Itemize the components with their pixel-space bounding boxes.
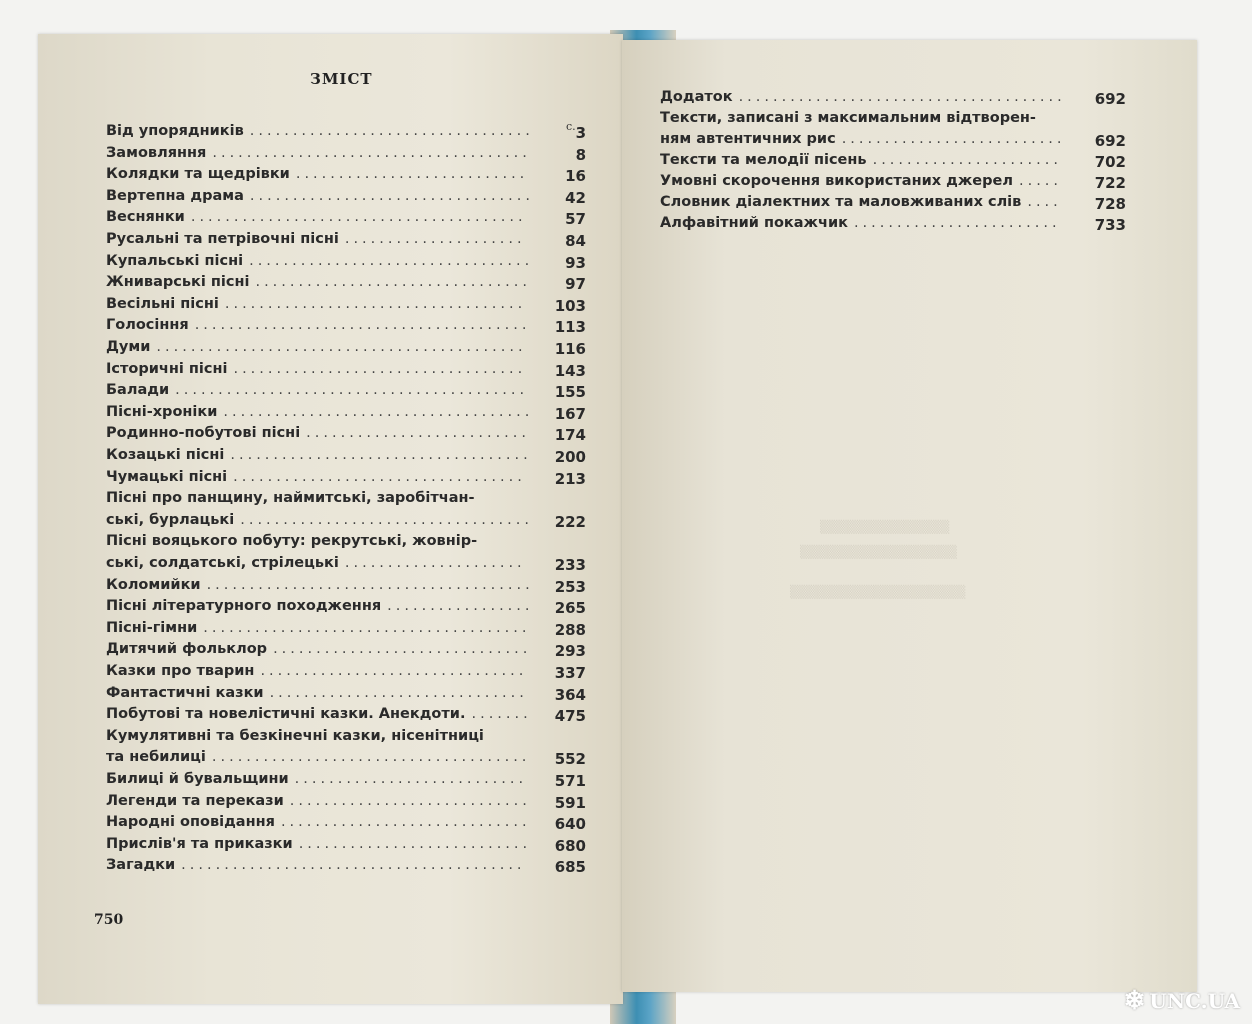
toc-leader-dots: ................................. xyxy=(249,187,534,204)
toc-entry-title: Кумулятивні та безкінечні казки, нісенітниці xyxy=(106,727,484,744)
toc-entry-title: Алфавітний покажчик xyxy=(660,215,848,231)
toc-entry-page: 103 xyxy=(554,296,586,315)
toc-entry xyxy=(106,403,533,421)
toc-entry-title: Веснянки xyxy=(106,209,185,226)
toc-entry xyxy=(660,214,1061,232)
toc-entry xyxy=(106,640,531,658)
show-through-text: ▒▒▒▒▒▒▒▒▒▒▒▒▒▒ xyxy=(820,520,950,534)
toc-entry-title: Історичні пісні xyxy=(106,360,228,377)
toc-entry-title: Пісні вояцького побуту: рекрутські, жовнір- xyxy=(106,533,478,550)
toc-leader-dots: .......................... xyxy=(841,131,1066,147)
toc-leader-dots: ................................... xyxy=(230,447,532,463)
watermark xyxy=(1124,986,1240,1016)
toc-entry-title: Дитячий фольклор xyxy=(106,641,268,658)
toc-entry-page: 143 xyxy=(554,361,586,380)
toc-leader-dots: .................................. xyxy=(233,360,527,377)
toc-entry xyxy=(106,360,526,378)
toc-leader-dots: ................................. xyxy=(249,252,534,269)
toc-leader-dots: ........................ xyxy=(853,215,1061,231)
toc-entry xyxy=(106,230,526,248)
toc-leader-dots: ........................... xyxy=(298,835,532,852)
toc-entry-page: 337 xyxy=(554,664,586,682)
page-column-label: с. xyxy=(566,120,576,133)
toc-entry-page: 640 xyxy=(554,815,586,834)
page-number: 750 xyxy=(94,912,124,928)
toc-entry xyxy=(106,381,528,399)
toc-entry xyxy=(106,727,484,745)
toc-entry-title: Весільні пісні xyxy=(106,295,219,312)
toc-leader-dots: ...................................... xyxy=(203,619,531,636)
toc-leader-dots: ..... xyxy=(1018,173,1063,189)
toc-entry-page: 155 xyxy=(554,383,586,402)
toc-leader-dots: ................................ xyxy=(255,274,531,291)
toc-entry xyxy=(106,813,531,831)
toc-entry-title: Загадки xyxy=(106,857,176,874)
toc-entry-title: Словник діалектних та маловживаних слів xyxy=(660,194,1022,210)
toc-entry-page: 265 xyxy=(554,599,586,618)
toc-entry-title: Легенди та перекази xyxy=(106,792,284,809)
show-through-text: ▒▒▒▒▒▒▒▒▒▒▒▒▒▒▒▒▒▒▒ xyxy=(790,585,966,599)
toc-entry-title: Голосіння xyxy=(106,317,189,334)
toc-entry-title: Коломийки xyxy=(106,576,201,593)
toc-entry-title: Замовляння xyxy=(106,144,207,161)
toc-entry xyxy=(106,338,527,356)
toc-entry xyxy=(106,554,526,572)
toc-leader-dots: .................................. xyxy=(240,511,533,528)
toc-entry xyxy=(660,151,1062,169)
toc-entry-title: Умовні скорочення використаних джерел xyxy=(660,173,1013,189)
toc-entry-page: 692 xyxy=(1094,132,1126,150)
toc-leader-dots: .............................. xyxy=(273,641,532,658)
toc-entry-page: 97 xyxy=(565,275,586,294)
toc-entry-page: 57 xyxy=(565,210,586,229)
toc-entry-page: 113 xyxy=(554,318,586,337)
toc-entry-page: 364 xyxy=(554,685,586,704)
toc-leader-dots: .............................. xyxy=(269,684,528,701)
toc-entry-page: 84 xyxy=(565,232,586,250)
toc-leader-dots: ........................... xyxy=(295,166,529,183)
toc-leader-dots: ............................ xyxy=(289,792,531,809)
toc-leader-dots: .... xyxy=(1027,194,1062,210)
toc-entry-title: Родинно-побутові пісні xyxy=(106,425,301,442)
toc-entry-title: ням автентичних рис xyxy=(660,131,836,147)
toc-entry xyxy=(660,193,1062,211)
toc-leader-dots: ....... xyxy=(471,706,532,723)
toc-entry xyxy=(106,770,527,788)
toc-entry-page: 233 xyxy=(554,556,586,574)
toc-entry-page: 253 xyxy=(554,577,586,596)
toc-entry xyxy=(660,88,1066,106)
toc-entry-page: 174 xyxy=(554,426,586,445)
toc-entry-page: 16 xyxy=(565,167,586,186)
toc-entry-title: Пісні-хроніки xyxy=(106,403,218,420)
watermark-text: UNC.UA xyxy=(1149,989,1240,1013)
toc-leader-dots: .................................... xyxy=(223,403,534,420)
toc-leader-dots: ............................... xyxy=(260,663,528,679)
toc-entry-title: Билиці й бувальщини xyxy=(106,771,289,787)
toc-entry-page: 288 xyxy=(554,620,586,639)
toc-entry xyxy=(106,835,531,853)
toc-leader-dots: ............................. xyxy=(280,814,531,831)
toc-entry-title: Чумацькі пісні xyxy=(106,468,228,485)
toc-entry xyxy=(106,208,527,226)
toc-entry xyxy=(106,446,532,464)
toc-leader-dots: ..................................... xyxy=(211,749,531,766)
toc-leader-dots: ...................................... xyxy=(738,89,1066,105)
snowflake-icon: ❄ xyxy=(1123,986,1146,1016)
toc-leader-dots: ..................... xyxy=(344,231,526,247)
toc-entry-page: 93 xyxy=(565,253,586,272)
toc-entry-page: 293 xyxy=(554,642,586,661)
toc-leader-dots: ................. xyxy=(387,598,534,615)
toc-entry-title: Козацькі пісні xyxy=(106,447,225,463)
toc-entry xyxy=(106,424,530,442)
toc-entry xyxy=(106,122,534,140)
toc-entry xyxy=(106,187,534,205)
toc-entry-title: Колядки та щедрівки xyxy=(106,166,290,183)
toc-entry-title: Пісні літературного походження xyxy=(106,598,382,615)
toc-entry xyxy=(106,792,531,810)
toc-leader-dots: ....................................... xyxy=(194,317,531,334)
toc-entry-title: та небилиці xyxy=(106,749,206,766)
toc-entry xyxy=(106,468,526,486)
show-through-text: ▒▒▒▒▒▒▒▒▒▒▒▒▒▒▒▒▒ xyxy=(800,545,957,559)
toc-leader-dots: .......................... xyxy=(306,425,531,442)
toc-entry-page: 685 xyxy=(554,858,586,877)
toc-entry-page: 200 xyxy=(554,448,586,466)
toc-entry-page: 552 xyxy=(554,750,586,769)
toc-entry-page: 733 xyxy=(1094,216,1126,234)
toc-entry-title: Народні оповідання xyxy=(106,814,275,831)
toc-entry-title: Вертепна драма xyxy=(106,187,244,204)
toc-leader-dots: .................................. xyxy=(233,468,526,485)
toc-entry xyxy=(660,130,1066,148)
toc-entry-page: 702 xyxy=(1094,153,1126,171)
toc-entry-title: Фантастичні казки xyxy=(106,684,264,701)
toc-entry xyxy=(106,532,477,550)
toc-entry xyxy=(106,511,533,529)
toc-entry xyxy=(106,273,531,291)
toc-leader-dots: ......................................... xyxy=(175,382,529,399)
toc-entry xyxy=(106,295,526,313)
toc-entry xyxy=(106,144,531,162)
toc-entry-title: Побутові та новелістичні казки. Анекдоти. xyxy=(106,706,466,723)
toc-entry-page: 728 xyxy=(1094,195,1126,213)
toc-entry-title: Жниварські пісні xyxy=(106,274,250,291)
toc-leader-dots: ................................. xyxy=(249,123,534,139)
toc-entry-page: 722 xyxy=(1094,174,1126,192)
toc-entry-title: Прислів'я та приказки xyxy=(106,835,293,852)
toc-leader-dots: ........................................... xyxy=(156,339,527,355)
toc-leader-dots: ................................... xyxy=(224,295,527,312)
toc-entry xyxy=(660,172,1062,190)
toc-entry xyxy=(106,316,530,334)
toc-entry xyxy=(106,856,526,874)
toc-entry xyxy=(106,165,528,183)
toc-entry-title: Купальські пісні xyxy=(106,252,244,269)
toc-entry-title: Додаток xyxy=(660,89,733,105)
toc-heading: ЗМІСТ xyxy=(310,70,373,88)
toc-entry-title: Казки про тварин xyxy=(106,663,255,679)
toc-entry-page: 475 xyxy=(554,707,586,726)
toc-entry-page: 8 xyxy=(575,145,586,164)
toc-entry xyxy=(106,705,532,723)
toc-entry xyxy=(106,597,534,615)
toc-entry-page: 222 xyxy=(554,512,586,531)
toc-leader-dots: ........................................ xyxy=(181,857,526,874)
toc-entry-page: 3 xyxy=(575,124,586,142)
toc-entry xyxy=(106,662,527,680)
toc-entry-page: 591 xyxy=(554,793,586,812)
toc-leader-dots: ....................................... xyxy=(190,209,527,226)
toc-entry-title: Думи xyxy=(106,339,151,355)
toc-entry-title: Тексти, записані з максимальним відтворен- xyxy=(660,110,1036,126)
toc-entry-title: Пісні-гімни xyxy=(106,619,198,636)
toc-entry-title: Балади xyxy=(106,382,170,399)
toc-leader-dots: ...................... xyxy=(872,152,1062,168)
toc-entry-page: 116 xyxy=(554,340,586,358)
toc-entry xyxy=(106,489,475,507)
toc-leader-dots: ........................... xyxy=(294,771,528,787)
toc-entry xyxy=(660,109,1036,127)
toc-entry xyxy=(106,576,534,594)
toc-entry xyxy=(106,684,528,702)
toc-entry-title: ські, бурлацькі xyxy=(106,511,235,528)
toc-entry xyxy=(106,252,533,270)
toc-entry-title: Від упорядників xyxy=(106,123,244,139)
toc-leader-dots: ..................................... xyxy=(212,144,531,161)
toc-leader-dots: ...................................... xyxy=(206,576,534,593)
toc-entry-title: Тексти та мелодії пісень xyxy=(660,152,867,168)
toc-entry-page: 680 xyxy=(554,836,586,855)
toc-leader-dots: ..................... xyxy=(344,555,526,571)
toc-entry-title: ські, солдатські, стрілецькі xyxy=(106,555,339,571)
toc-entry-page: 692 xyxy=(1094,90,1126,108)
toc-entry xyxy=(106,748,530,766)
toc-entry-page: 213 xyxy=(554,469,586,488)
toc-entry-title: Русальні та петрівочні пісні xyxy=(106,231,339,247)
toc-entry-page: 571 xyxy=(554,772,586,790)
toc-entry-title: Пісні про панщину, наймитські, заробітчан- xyxy=(106,490,475,507)
toc-entry xyxy=(106,619,530,637)
toc-entry-page: 42 xyxy=(565,188,586,207)
toc-entry-page: 167 xyxy=(554,404,586,423)
